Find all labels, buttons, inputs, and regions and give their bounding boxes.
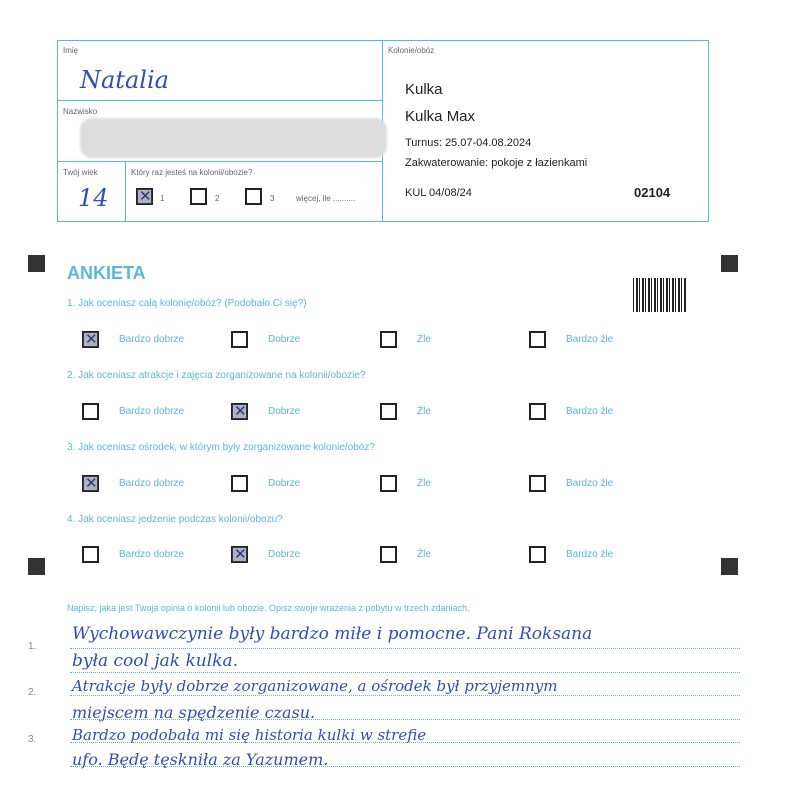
ktory-raz-checkbox-2[interactable] xyxy=(190,188,207,205)
question-1: 1. Jak oceniasz całą kolonię/obóz? (Podobało Ci się?) xyxy=(67,298,307,309)
q1-option-zle: Źle xyxy=(417,334,431,345)
q4-option-dobrze: Dobrze xyxy=(268,549,301,560)
q3-checkbox-zle[interactable] xyxy=(380,475,397,492)
registration-marker-bottom-right xyxy=(721,558,738,575)
camp-name: Kulka xyxy=(405,81,443,98)
writing-line xyxy=(70,695,740,696)
q1-checkbox-dobrze[interactable] xyxy=(231,331,248,348)
q1-checkbox-bardzo-zle[interactable] xyxy=(529,331,546,348)
wiek-value[interactable]: 14 xyxy=(78,184,109,212)
wiek-label: Twój wiek xyxy=(63,168,98,177)
form-number: 02104 xyxy=(634,185,671,200)
q4-option-bardzo-zle: Bardzo źle xyxy=(566,549,614,560)
question-4: 4. Jak oceniasz jedzenie podczas kolonii/obozu? xyxy=(67,514,283,525)
opinion-line-2[interactable]: była cool jak kulka. xyxy=(72,651,239,671)
q4-checkbox-bardzo-dobrze[interactable] xyxy=(82,546,99,563)
ktory-raz-checkbox-3[interactable] xyxy=(245,188,262,205)
line-number-1: 1. xyxy=(28,641,37,652)
barcode xyxy=(633,278,686,312)
registration-marker-top-left xyxy=(28,255,45,272)
q2-option-zle: Źle xyxy=(417,406,431,417)
opinion-prompt: Napisz, jaka jest Twoja opinia o kolonii lub obozie. Opisz swoje wrażenia z pobytu w trzech zdaniach. xyxy=(67,603,470,613)
question-2: 2. Jak oceniasz atrakcje i zajęcia zorganizowane na kolonii/obozie? xyxy=(67,370,366,381)
wiecej-label: więcej, ile .......... xyxy=(296,194,356,203)
ktory-raz-label: Który raz jesteś na kolonii/obozie? xyxy=(131,168,253,177)
opinion-line-4[interactable]: miejscem na spędzenie czasu. xyxy=(72,703,316,722)
q1-option-bardzo-dobrze: Bardzo dobrze xyxy=(119,334,185,345)
q3-option-zle: Źle xyxy=(417,478,431,489)
opinion-line-5[interactable]: Bardzo podobała mi się historia kulki w strefie xyxy=(72,726,427,744)
imie-value[interactable]: Natalia xyxy=(80,66,169,94)
q2-option-dobrze: Dobrze xyxy=(268,406,301,417)
nazwisko-redacted xyxy=(80,118,387,158)
opinion-line-6[interactable]: ufo. Będę tęskniła za Yazumem. xyxy=(72,750,329,769)
opinion-line-1[interactable]: Wychowawczynie były bardzo miłe i pomocne. Pani Roksana xyxy=(72,624,593,644)
q4-checkbox-zle[interactable] xyxy=(380,546,397,563)
turnus: Turnus: 25.07-04.08.2024 xyxy=(405,137,532,149)
line-number-2: 2. xyxy=(28,687,37,698)
q4-checkbox-bardzo-zle[interactable] xyxy=(529,546,546,563)
q4-option-bardzo-dobrze: Bardzo dobrze xyxy=(119,549,185,560)
q3-option-bardzo-zle: Bardzo źle xyxy=(566,478,614,489)
q1-checkbox-zle[interactable] xyxy=(380,331,397,348)
kolonie-label: Kolonie/obóz xyxy=(388,46,435,55)
q1-option-dobrze: Dobrze xyxy=(268,334,301,345)
question-3: 3. Jak oceniasz ośrodek, w którym były zorganizowane kolonie/obóz? xyxy=(67,442,375,453)
q2-checkbox-bardzo-zle[interactable] xyxy=(529,403,546,420)
q4-option-zle: Źle xyxy=(417,549,431,560)
q4-checkbox-dobrze[interactable] xyxy=(231,546,248,563)
q2-option-bardzo-dobrze: Bardzo dobrze xyxy=(119,406,185,417)
q3-option-dobrze: Dobrze xyxy=(268,478,301,489)
line-number-3: 3. xyxy=(28,734,37,745)
q2-checkbox-bardzo-dobrze[interactable] xyxy=(82,403,99,420)
camp-name-2: Kulka Max xyxy=(405,108,476,125)
nazwisko-label: Nazwisko xyxy=(63,107,98,116)
ktory-raz-checkbox-1[interactable] xyxy=(136,188,153,205)
ktory-raz-option-1: 1 xyxy=(160,194,165,203)
ktory-raz-option-2: 2 xyxy=(215,194,220,203)
q1-option-bardzo-zle: Bardzo źle xyxy=(566,334,614,345)
opinion-line-3[interactable]: Atrakcje były dobrze zorganizowane, a ośrodek był przyjemnym xyxy=(72,677,558,695)
imie-label: Imię xyxy=(63,46,79,55)
q2-checkbox-zle[interactable] xyxy=(380,403,397,420)
q2-option-bardzo-zle: Bardzo źle xyxy=(566,406,614,417)
q2-checkbox-dobrze[interactable] xyxy=(231,403,248,420)
registration-marker-top-right xyxy=(721,255,738,272)
ktory-raz-option-3: 3 xyxy=(270,194,275,203)
q3-checkbox-dobrze[interactable] xyxy=(231,475,248,492)
camp-code: KUL 04/08/24 xyxy=(405,187,472,199)
q3-checkbox-bardzo-zle[interactable] xyxy=(529,475,546,492)
survey-title: ANKIETA xyxy=(67,263,146,283)
registration-marker-bottom-left xyxy=(28,558,45,575)
writing-line xyxy=(70,672,740,673)
zakwaterowanie: Zakwaterowanie: pokoje z łazienkami xyxy=(405,157,588,169)
q1-checkbox-bardzo-dobrze[interactable] xyxy=(82,331,99,348)
writing-line xyxy=(70,648,740,649)
q3-checkbox-bardzo-dobrze[interactable] xyxy=(82,475,99,492)
q3-option-bardzo-dobrze: Bardzo dobrze xyxy=(119,478,185,489)
